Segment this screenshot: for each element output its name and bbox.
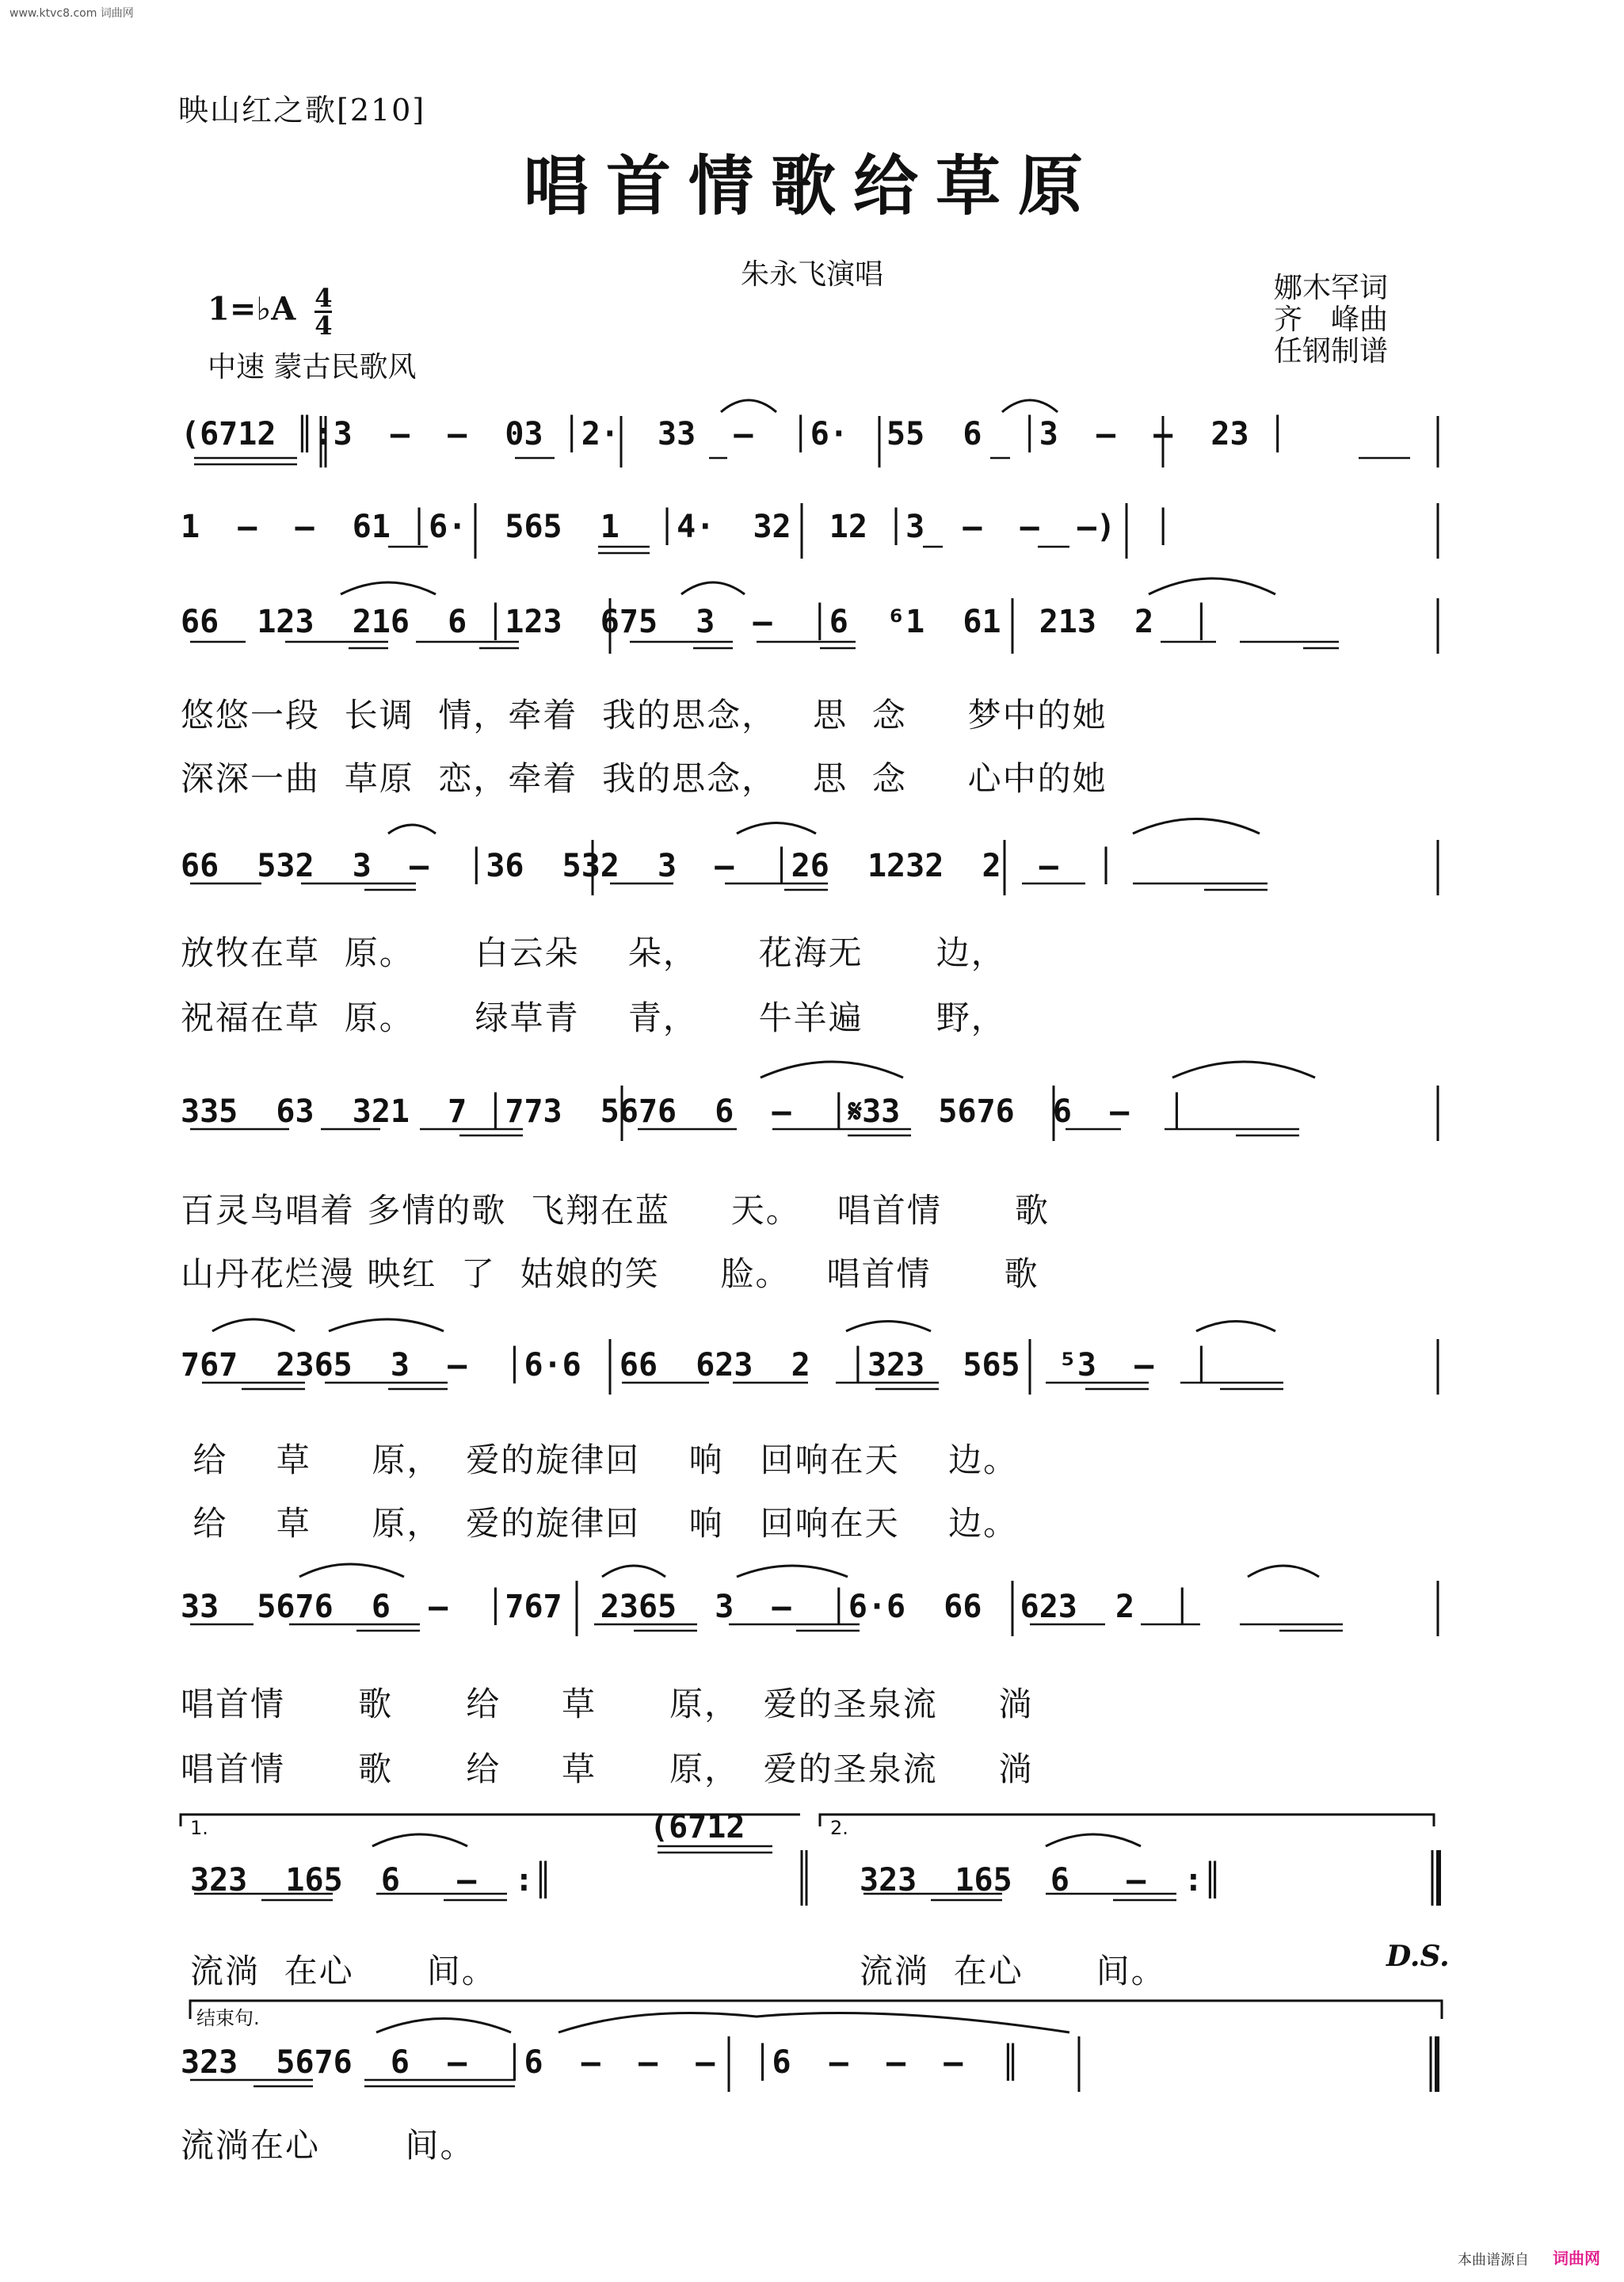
time-signature (315, 283, 333, 341)
lyrics-line-5-verse-2: 山丹花烂漫 映红 了 姑娘的笑 脸。 唱首情 歌 (181, 1254, 1039, 1293)
performer: 朱永飞演唱 (740, 258, 883, 291)
lyrics-line-3-verse-2: 深深一曲 草原 恋，牵着 我的思念， 思 念 心中的她 (181, 759, 1107, 798)
lyrics-coda: 流淌在心 间。 (181, 2126, 475, 2165)
footer-logo: 词曲网 (1553, 2249, 1600, 2268)
lyricist-credit: 娜木罕词 (1274, 272, 1389, 304)
lyrics-line-6-verse-1: 给 草 原， 爱的旋律回 响 回响在天 边。 (181, 1441, 1019, 1479)
lyrics-second-ending: 流淌 在心 间。 (860, 1952, 1166, 1990)
lyrics-first-ending: 流淌 在心 间。 (190, 1952, 497, 1990)
notation-first-ending: 323 165 6 – :║ (190, 1862, 553, 1898)
notation-line-1: (6712 ║:3 – – 03 │2· 33 – │6· 55 6 │3 – – 23 │ (181, 416, 1287, 452)
key-signature (208, 283, 333, 341)
lyrics-line-4-verse-1: 放牧在草 原。 白云朵 朵， 花海无 边， (181, 933, 1006, 972)
lyrics-line-7-verse-1: 唱首情 歌 给 草 原， 爱的圣泉流 淌 (181, 1685, 1034, 1723)
lyrics-line-6-verse-2: 给 草 原， 爱的旋律回 响 回响在天 边。 (181, 1504, 1019, 1543)
arranger-credit: 任钢制谱 (1274, 335, 1389, 368)
notation-line-5: 335 63 321 7 │773 5676 6 – │𝄋33 5676 6 – │ (181, 1093, 1187, 1130)
time-upper: 4 (315, 283, 333, 313)
notation-line-2: 1 – – 61 │6· 565 1 │4· 32 12 │3 – – –) │ (181, 509, 1173, 545)
lyrics-line-3-verse-1: 悠悠一段 长调 情，牵着 我的思念， 思 念 梦中的她 (181, 696, 1107, 735)
second-ending-label: 2. (830, 1817, 848, 1839)
notation-line-4: 66 532 3 – │36 532 3 – │26 1232 2 – │ (181, 848, 1116, 884)
notation-second-ending: 323 165 6 – :║ (860, 1862, 1222, 1898)
pickup-notes: (6712 (650, 1809, 745, 1845)
notation-line-3: 66 123 216 6 │123 675 3 – │6 ⁶1 61 213 2 │ (181, 604, 1211, 640)
footer-source: 本曲谱源自 (1458, 2252, 1529, 2269)
key-value: 1=♭A (208, 290, 296, 328)
lyrics-line-4-verse-2: 祝福在草 原。 绿草青 青， 牛羊遍 野， (181, 998, 1006, 1037)
notation-line-7: 33 5676 6 – │767 2365 3 – │6·6 66 623 2 │ (181, 1589, 1192, 1625)
lyrics-line-7-verse-2: 唱首情 歌 给 草 原， 爱的圣泉流 淌 (181, 1750, 1034, 1788)
notation-coda: 323 5676 6 – │6 – – – │6 – – – ║ (181, 2044, 1020, 2081)
first-ending-label: 1. (190, 1817, 208, 1839)
dal-segno-mark: D.S. (1386, 1940, 1450, 1973)
notation-line-6: 767 2365 3 – │6·6 66 623 2 │323 565 ⁵3 – │ (181, 1347, 1211, 1383)
site-watermark: www.ktvc8.com 词曲网 (10, 7, 134, 20)
composer-credit: 齐 峰曲 (1274, 303, 1389, 336)
tempo-marking: 中速 蒙古民歌风 (208, 351, 417, 384)
song-title: 唱首情歌给草原 (523, 148, 1100, 224)
time-lower: 4 (315, 311, 333, 341)
coda-label: 结束句. (196, 2007, 260, 2029)
lyrics-line-5-verse-1: 百灵鸟唱着 多情的歌 飞翔在蓝 天。 唱首情 歌 (181, 1191, 1050, 1230)
series-label: 映山红之歌[210] (178, 93, 426, 128)
